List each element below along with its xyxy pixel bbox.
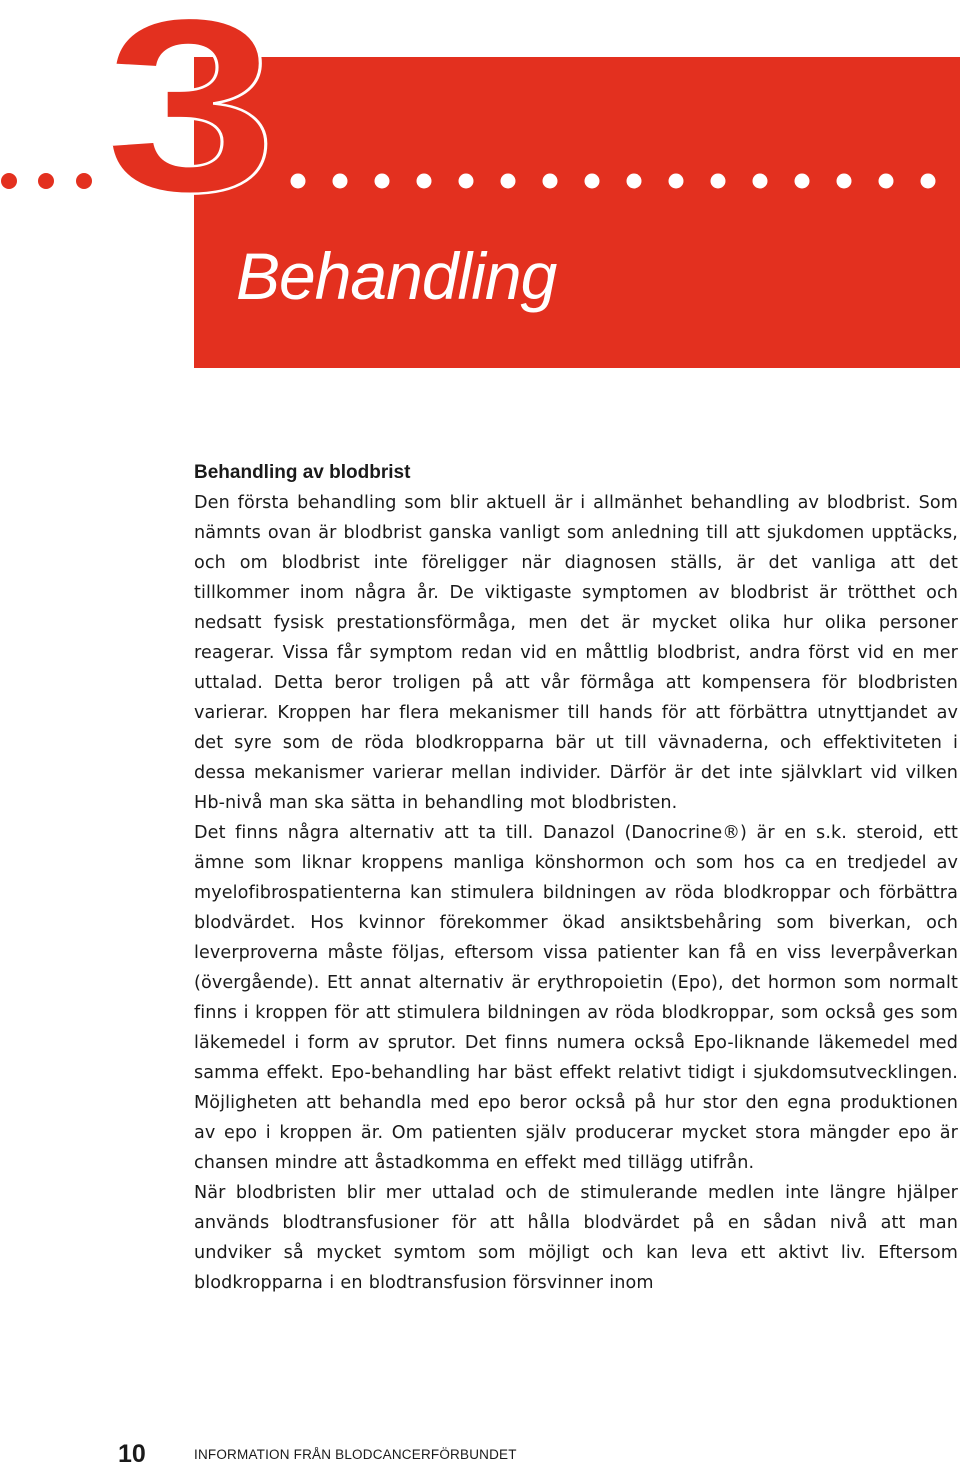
running-footer-title: INFORMATION FRÅN BLODCANCERFÖRBUNDET [194,1446,517,1462]
paragraph: Den första behandling som blir aktuell är i allmänhet behandling av blodbrist. Som nämnts ovan är blodbrist ganska vanligt som anledning till att sjukdomen upptäcks, och om blodbrist inte föreligger när diagnosen ställs, är det vanliga att det tillkommer inom några år. De viktigaste symptomen av blodbrist är trötthet och nedsatt fysisk prestationsförmåga, men det är mycket olika hur olika personer reagerar. Vissa får symptom redan vid en måttlig blodbrist, andra först vid en mer uttalad. Detta beror troligen på att vår förmåga att kompensera för blodbristen varierar. Kroppen har flera mekanismer till hands för att förbättra utnyttjandet av det syre som de röda blodkropparna bär ut till vävnaderna, och effektiviteten i dessa mekanismer varierar mellan individer. Därför är det inte självklart vid vilken Hb-nivå man ska sätta in behandling mot blodbristen. [194,493,958,813]
page-number: 10 [118,1439,146,1468]
chapter-number-graphic [0,0,960,244]
chapter-number: 3 [104,0,272,244]
main-text [194,458,958,1298]
page-footer [118,1436,517,1472]
section-heading: Behandling av blodbrist [194,462,411,483]
paragraph: När blodbristen blir mer uttalad och de stimulerande medlen inte längre hjälper används blodtransfusioner för att hålla blodvärdet på en sådan nivå att man undviker så mycket symtom som möjligt och kan leva ett aktivt liv. Eftersom blodkropparna i en blodtransfusion försvinner inom [194,1183,958,1293]
chapter-title: Behandling [236,239,557,313]
dot-leader-left [1,173,92,189]
paragraph: Det finns några alternativ att ta till. Danazol (Danocrine®) är en s.k. steroid, ett ämne som liknar kroppens manliga könshormon och som hos ca en tredjedel av myelofibrospatienterna kan stimulera bildningen av röda blodkroppar och förbättra blodvärdet. Hos kvinnor förekommer ökad ansiktsbehåring som biverkan, och leverproverna måste följas, eftersom vissa patienter kan få en viss leverpåverkan (övergående). Ett annat alternativ är erythropoietin (Epo), det hormon som normalt finns i kroppen för att stimulera bildningen av röda blodkroppar, som också ges som läkemedel i form av sprutor. Det finns numera också Epo-liknande läkemedel med samma effekt. Epo-behandling har bäst effekt relativt tidigt i sjukdomsutvecklingen. Möjligheten att behandla med epo beror också på hur stor den egna produktionen av epo i kroppen är. Om patienten själv producerar mycket stora mängder epo är chansen mindre att åstadkomma en effekt med tillägg utifrån. [194,823,958,1173]
dot-leader-right [291,174,936,189]
